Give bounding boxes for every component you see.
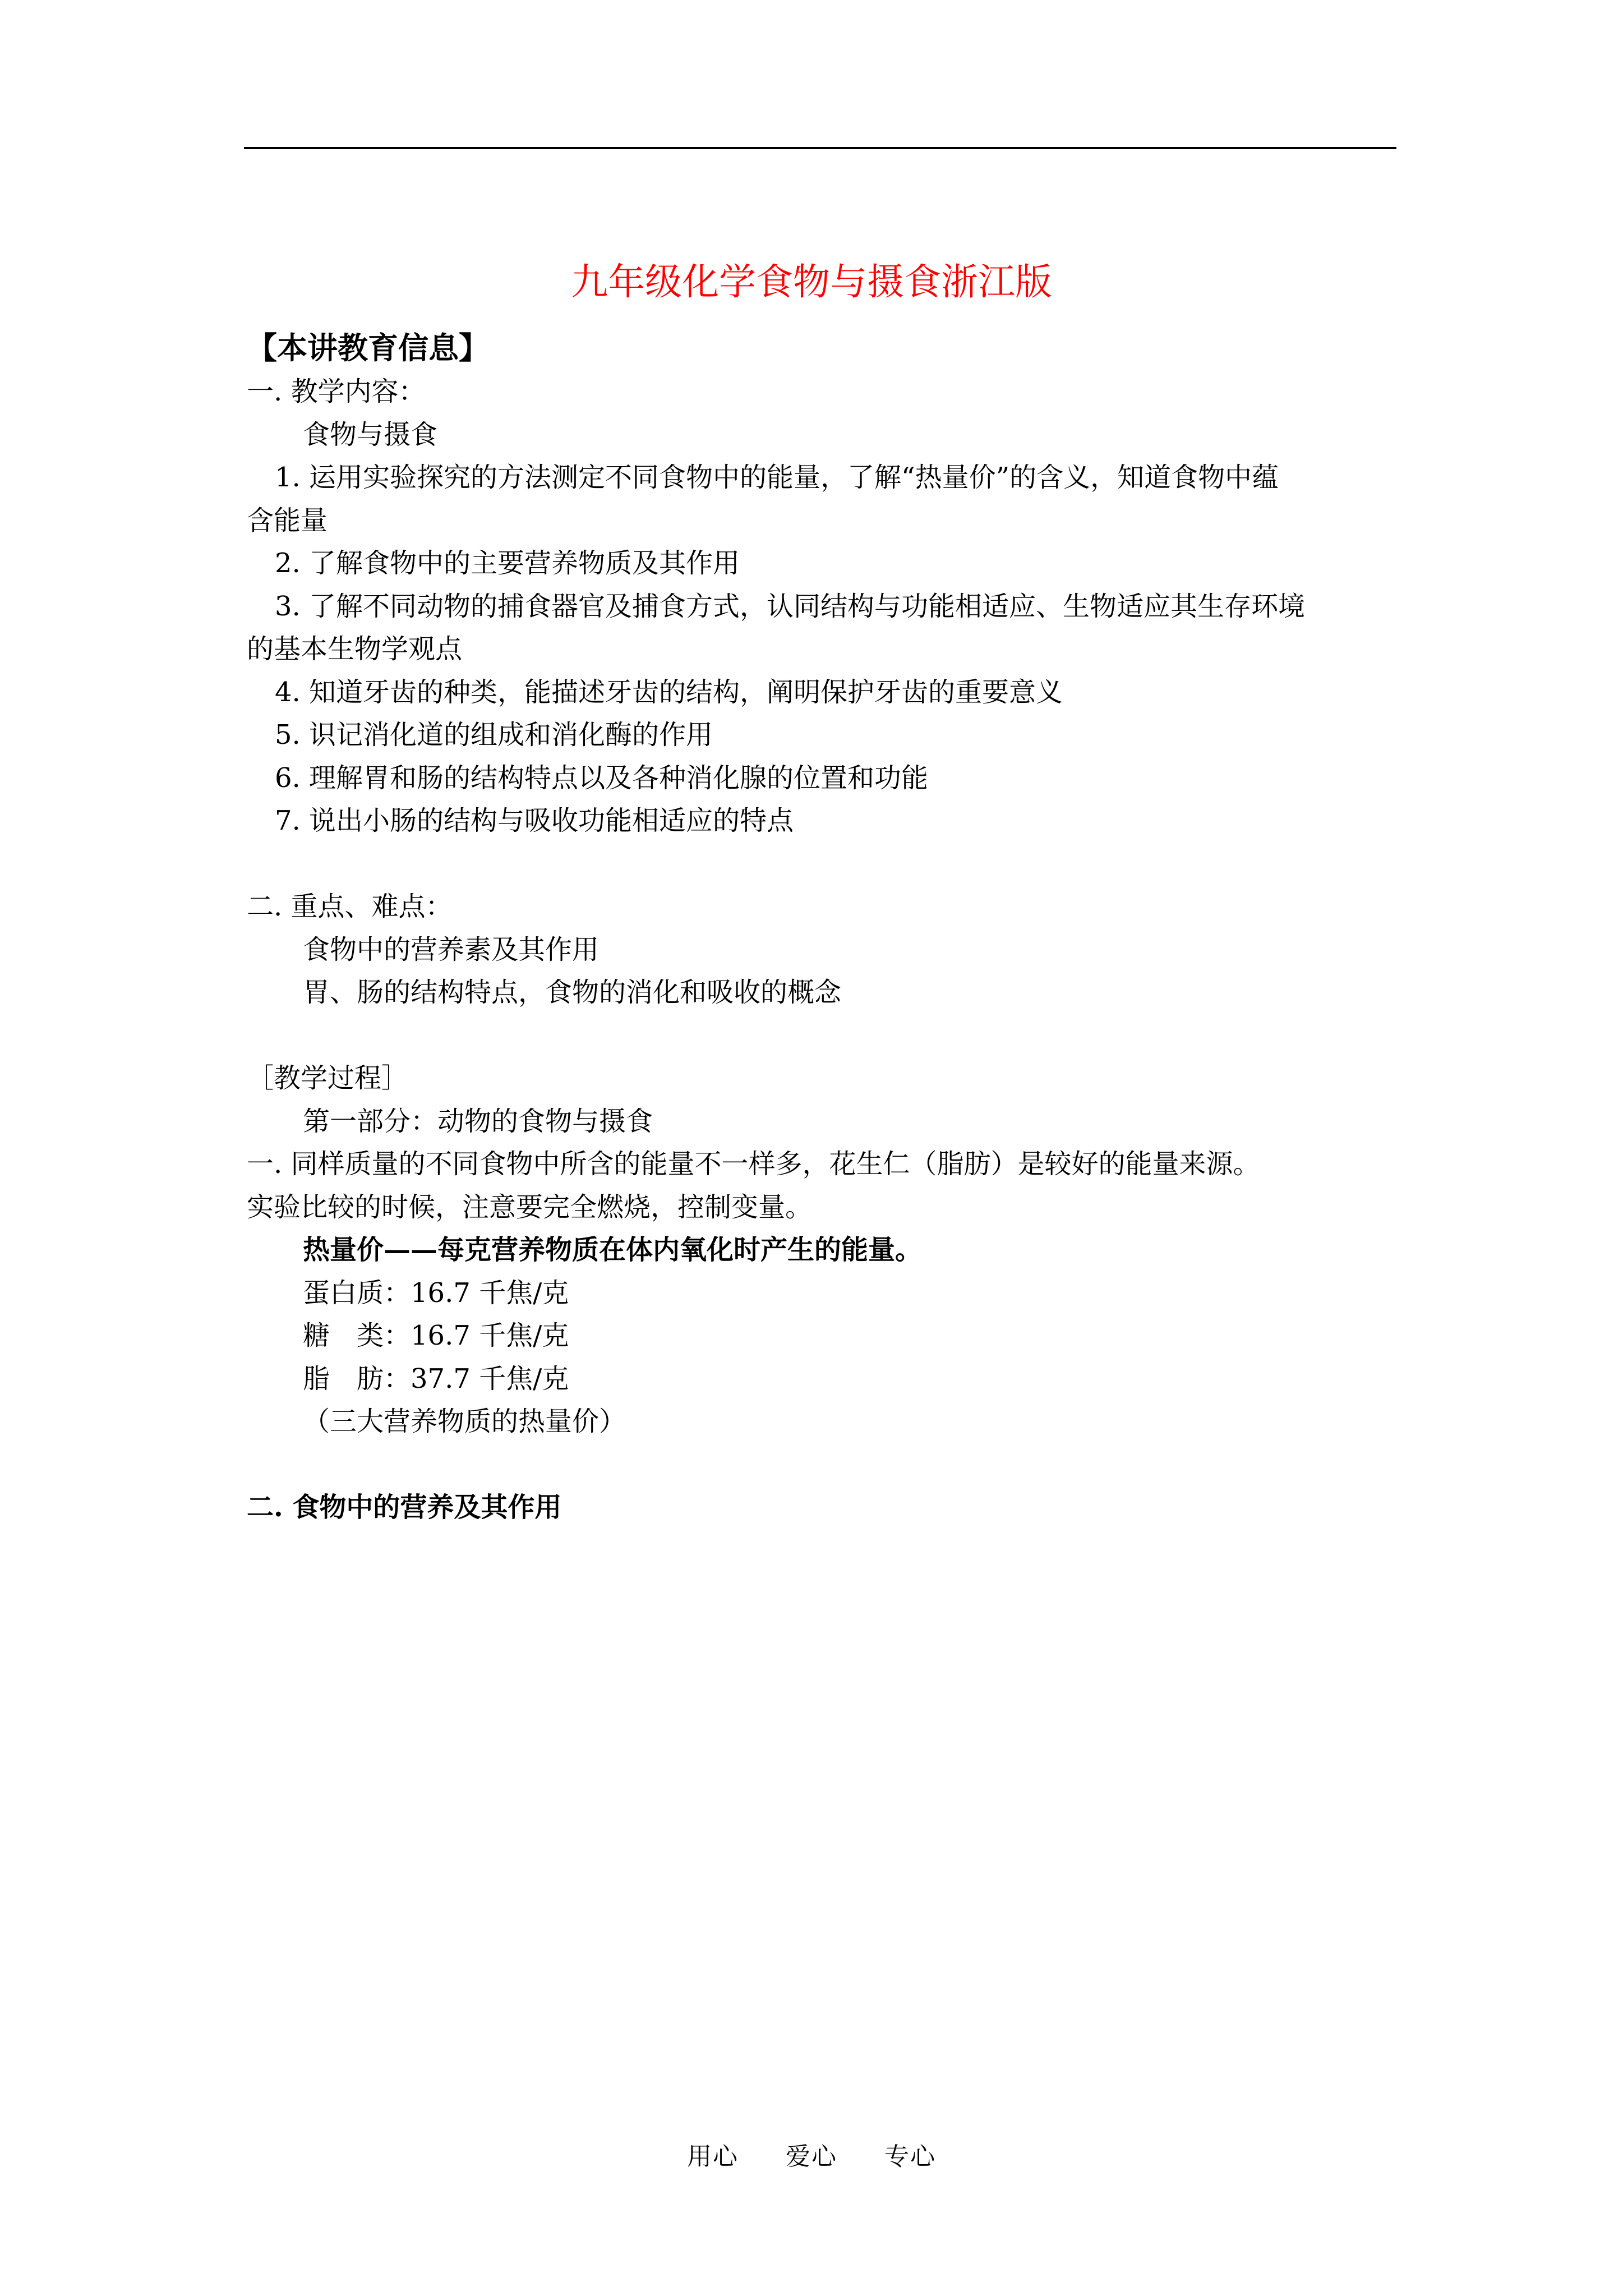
objective-6: 6. 理解胃和肠的结构特点以及各种消化腺的位置和功能 [275,762,929,794]
key-point-1: 食物中的营养素及其作用 [303,933,600,965]
objective-4: 4. 知道牙齿的种类，能描述牙齿的结构，阐明保护牙齿的重要意义 [275,676,1063,708]
document-body [247,325,1399,1529]
section1-topic: 食物与摄食 [303,418,438,450]
footer-middle: 爱心 [786,2142,837,2171]
header-rule [244,147,1396,149]
objective-2: 2. 了解食物中的主要营养物质及其作用 [275,547,740,579]
footer-right: 专心 [884,2142,936,2171]
spacer [247,1014,1399,1057]
value-fat: 脂 肪：37.7 千焦/克 [303,1363,569,1395]
value-protein: 蛋白质：16.7 千焦/克 [303,1277,569,1309]
objective-1-cont: 含能量 [247,504,328,536]
value-sugar: 糖 类：16.7 千焦/克 [303,1320,569,1351]
info-header: 【本讲教育信息】 [247,330,489,366]
values-note: （三大营养物质的热量价） [303,1406,626,1437]
objective-1: 1. 运用实验探究的方法测定不同食物中的能量，了解“热量价”的含义，知道食物中蕴 [275,462,1279,493]
page-footer [0,2140,1623,2174]
spacer [247,1443,1399,1487]
key-point-2: 胃、肠的结构特点，食物的消化和吸收的概念 [303,977,842,1008]
objective-7: 7. 说出小肠的结构与吸收功能相适应的特点 [275,805,794,836]
spacer [247,843,1399,886]
section2-heading: 二. 重点、难点： [247,891,453,922]
point-one-line-a: 一. 同样质量的不同食物中所含的能量不一样多，花生仁（脂肪）是较好的能量来源。 [247,1148,1260,1180]
process-heading: ［教学过程］ [247,1062,409,1094]
document-title: 九年级化学食物与摄食浙江版 [571,260,1052,303]
calorific-definition: 热量价——每克营养物质在体内氧化时产生的能量。 [303,1234,923,1266]
footer-left: 用心 [687,2142,739,2171]
point-one-line-b: 实验比较的时候，注意要完全燃烧，控制变量。 [247,1191,813,1223]
objective-3-cont: 的基本生物学观点 [247,633,463,665]
section1-heading: 一. 教学内容： [247,376,426,407]
objective-3: 3. 了解不同动物的捕食器官及捕食方式，认同结构与功能相适应、生物适应其生存环境 [275,590,1306,622]
point-two-heading: 二. 食物中的营养及其作用 [247,1492,562,1523]
objective-5: 5. 识记消化道的组成和消化酶的作用 [275,719,713,751]
part-one-title: 第一部分：动物的食物与摄食 [303,1105,653,1137]
